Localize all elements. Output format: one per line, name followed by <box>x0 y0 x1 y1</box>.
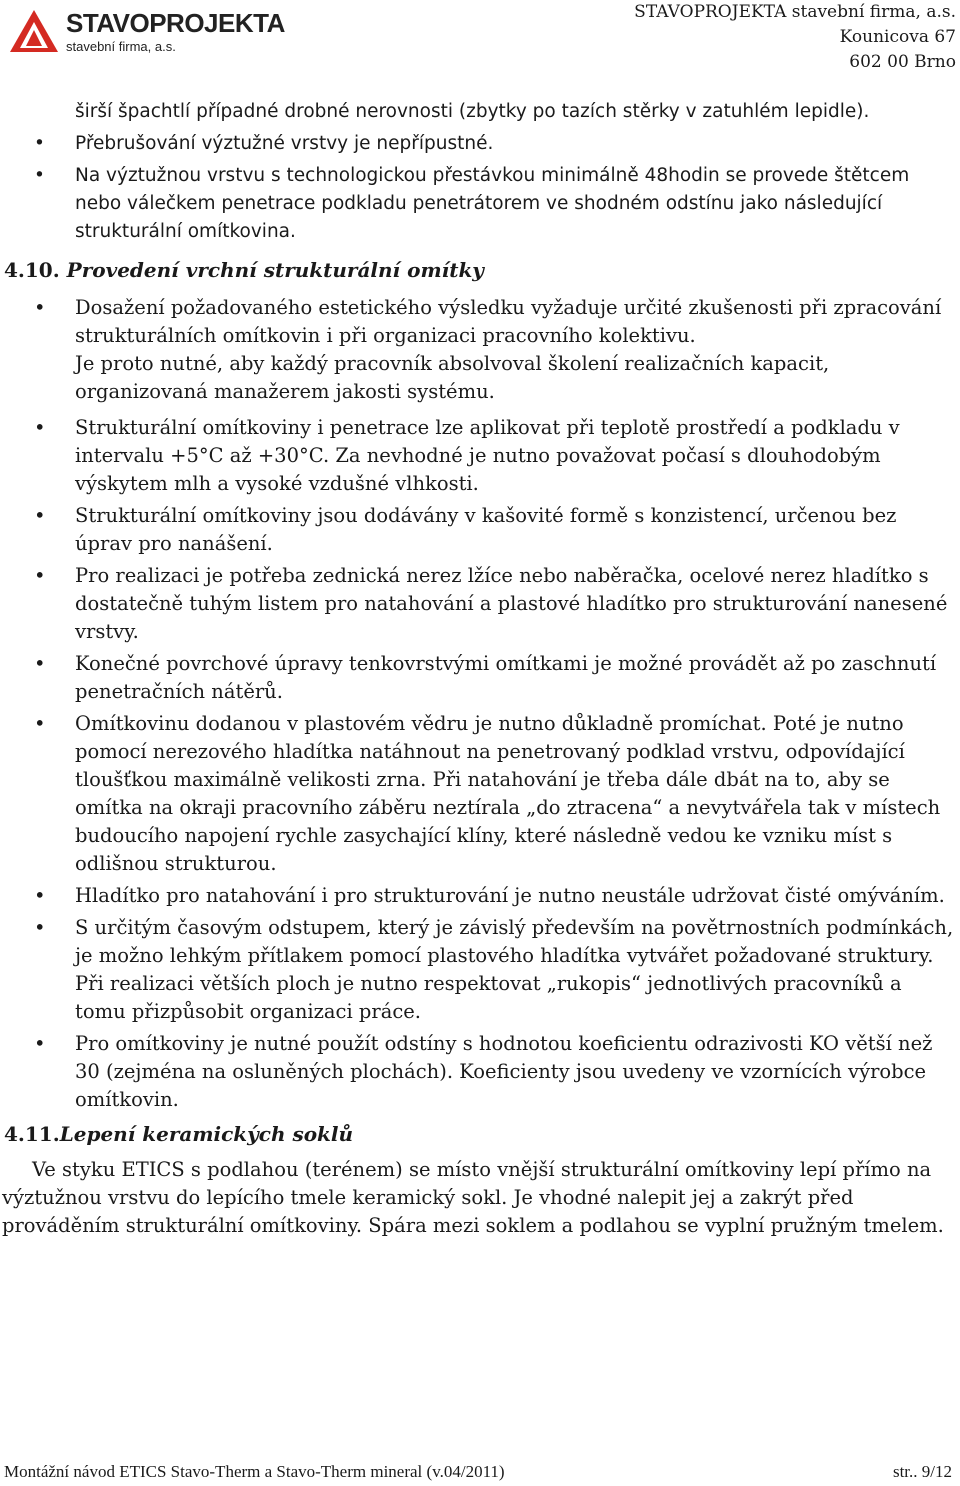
list-item-text: Na výztužnou vrstvu s technologickou přestávkou minimálně 48hodin se provede štětcem nebo válečkem penetrace podkladu penetrátorem ve shodném odstínu jako následující strukturální omítkovina. <box>75 165 910 242</box>
list-item <box>0 162 958 246</box>
list-item <box>0 650 958 706</box>
bullet-icon: • <box>34 416 46 439</box>
company-address <box>634 0 956 75</box>
bullet-icon: • <box>34 165 45 186</box>
document-body <box>0 98 958 1240</box>
list-item-text: Hladítko pro natahování i pro strukturování je nutno neustále udržovat čisté omýváním. <box>75 884 945 907</box>
section-number: 4.11. <box>4 1122 60 1146</box>
note-text: Je proto nutné, aby každý pracovník absolvoval školení realizačních kapacit, organizovaná manažerem jakosti systému. <box>75 352 830 403</box>
list-item-text: Pro realizaci je potřeba zednická nerez lžíce nebo naběračka, ocelové nerez hladítko s dostatečně tuhým listem pro natahování a plastové hladítko pro strukturování nanesené vrstvy. <box>75 564 948 643</box>
list-item <box>0 502 958 558</box>
continuation-text: širší špachtlí případné drobné nerovnosti (zbytky po tazích stěrky v zatuhlém lepidle). <box>75 101 870 122</box>
list-item <box>0 882 958 910</box>
company-city: 602 00 Brno <box>849 52 956 72</box>
bullet-icon: • <box>34 884 46 907</box>
section-title: Provedení vrchní strukturální omítky <box>66 258 484 282</box>
company-name: STAVOPROJEKTA stavební firma, a.s. <box>634 2 956 22</box>
bullet-icon: • <box>34 652 46 675</box>
list-item <box>0 1030 958 1114</box>
section-heading <box>4 256 958 284</box>
bullet-icon: • <box>34 504 46 527</box>
list-item-text: Dosažení požadovaného estetického výsledku vyžaduje určité zkušenosti při zpracování strukturálních omítkovin i při organizaci pracovního kolektivu. <box>75 296 942 347</box>
list-item <box>0 914 958 1026</box>
list-item <box>0 414 958 498</box>
page-number: str.. 9/12 <box>892 1462 952 1481</box>
company-logo <box>8 8 308 56</box>
bullet-icon: • <box>34 712 46 735</box>
section-heading <box>4 1120 958 1148</box>
bullet-icon: • <box>34 916 46 939</box>
list-item-text: Omítkovinu dodanou v plastovém vědru je nutno důkladně promíchat. Poté je nutno pomocí nerezového hladítka natáhnout na penetrovaný podklad vrstvu, odpovídající tloušťkou maximálně velikosti zrna. Při natahování je třeba dále dbát na to, aby se omítka na okraji pracovního záběru neztírala „do ztracena“ a nevytvářela tak v místech budoucího napojení rychle zasychající klíny, které následně vedou ke vzniku míst s odlišnou strukturou. <box>75 712 941 875</box>
list-item-text: Strukturální omítkoviny i penetrace lze aplikovat při teplotě prostředí a podkladu v intervalu +5°C až +30°C. Za nevhodné je nutno považovat počasí s dlouhodobým výskytem mlh a vysoké vzdušné vlhkosti. <box>75 416 900 495</box>
logo-name: STAVOPROJEKTA <box>66 8 285 38</box>
section-title: Lepení keramických soklů <box>59 1122 354 1146</box>
bullet-icon: • <box>34 133 45 154</box>
company-street: Kounicova 67 <box>839 27 956 47</box>
list-item <box>0 710 958 878</box>
list-item-text: Strukturální omítkoviny jsou dodávány v kašovité formě s konzistencí, určenou bez úprav pro nanášení. <box>75 504 897 555</box>
section-number: 4.10. <box>4 258 60 282</box>
logo-subtitle: stavební firma, a.s. <box>66 39 176 54</box>
list-item <box>0 130 958 158</box>
list-item-text: Pro omítkoviny je nutné použít odstíny s hodnotou koeficientu odrazivosti KO větší než 30 (zejména na osluněných plochách). Koeficienty jsou uvedeny ve vzornících výrobce omítkovin. <box>75 1032 933 1111</box>
bullet-icon: • <box>34 1032 46 1055</box>
list-item-text: S určitým časovým odstupem, který je závislý především na povětrnostních podmínkách, je možno lehkým přítlakem pomocí plastového hladítka vytvářet požadované struktury. Při realizaci větších ploch je nutno respektovat „rukopis“ jednotlivých pracovníků a tomu přizpůsobit organizaci práce. <box>75 916 954 1023</box>
section-paragraph: Ve styku ETICS s podlahou (terénem) se místo vnější strukturální omítkoviny lepí přímo na výztužnou vrstvu do lepícího tmele keramický sokl. Je vhodné nalepit jej a zakrýt před prováděním strukturální omítkoviny. Spára mezi soklem a podlahou se vyplní pružným tmelem. <box>2 1158 944 1237</box>
list-item-text: Přebrušování výztužné vrstvy je nepřípustné. <box>75 133 494 154</box>
list-item-text: Konečné povrchové úpravy tenkovrstvými omítkami je možné provádět až po zaschnutí penetračních nátěrů. <box>75 652 937 703</box>
stavoprojekta-logo-icon <box>8 8 60 54</box>
list-item <box>0 294 958 350</box>
bullet-icon: • <box>34 296 46 319</box>
list-item <box>0 562 958 646</box>
bullet-icon: • <box>34 564 46 587</box>
footer-doc-title: Montážní návod ETICS Stavo-Therm a Stavo-Therm mineral (v.04/2011) <box>4 1462 505 1481</box>
